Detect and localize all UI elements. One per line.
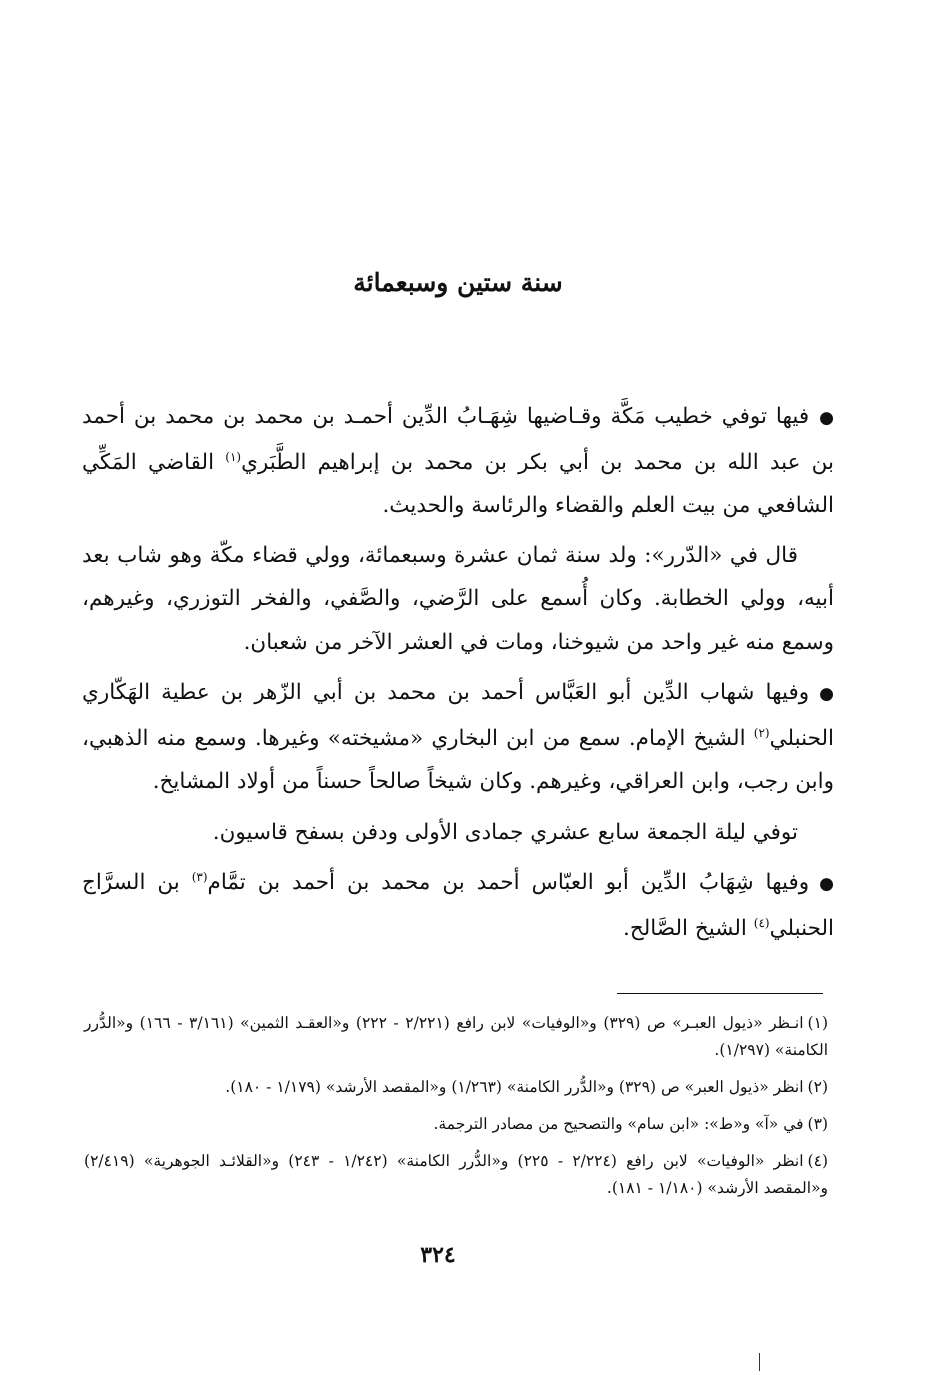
paragraph-text-tail: الشيخ الصَّالح. <box>623 915 754 941</box>
footnote-ref: (١) <box>225 449 242 464</box>
footnote-number: (٢) <box>807 1078 828 1096</box>
footnote-text: انظر «الوفيات» لابن رافع (٢/٢٢٤ - ٢٢٥) و«الدُّرر الكامنة» (١/٢٤٢ - ٢٤٣) و«القلائـد الجوهرية» (٢/٤١٩) و«المقصد الأرشد» (١/١٨٠ - ١٨١). <box>84 1152 828 1197</box>
footnote-3 <box>84 1111 828 1138</box>
paragraph-text-tail: بن السرَّاج الحنبلي <box>82 870 834 941</box>
footnote-text: انـظر «ذيول العبـر» ص (٣٢٩) و«الوفيات» لابن رافع (٢/٢٢١ - ٢٢٢) و«العقـد الثمين» (٣/١٦١ - ١٦٦) و«الدُّرر الكامنة» (١/٢٩٧). <box>84 1014 828 1059</box>
paragraph-text: وفيها شِهَابُ الدِّين أبو العبّاس أحمد بن محمد بن أحمد بن تمَّام <box>207 870 810 895</box>
main-text <box>82 395 834 957</box>
paragraph-text: توفي ليلة الجمعة سابع عشري جمادى الأولى ودفن بسفح قاسيون. <box>212 819 798 845</box>
paragraph-text-tail: الشيخ الإمام. سمع من ابن البخاري «مشيخته» وغيرها. وسمع منه الذهبي، وابن رجب، وابن العراقي، وغيرهم. وكان شيخاً صالحاً حسناً من أولاد المشايخ. <box>82 725 834 794</box>
footnote-text: انظر «ذيول العبر» ص (٣٢٩) و«الدُّرر الكامنة» (١/٢٦٣) و«المقصد الأرشد» (١/١٧٩ - ١٨٠). <box>225 1078 804 1096</box>
footnote-number: (٤) <box>807 1152 828 1170</box>
paragraph-5 <box>82 861 834 950</box>
footnote-ref: (٣) <box>191 869 208 884</box>
paragraph-2 <box>82 534 834 665</box>
paragraph-3 <box>82 671 834 804</box>
footnote-1 <box>84 1010 828 1064</box>
footnote-ref: (٤) <box>753 915 770 930</box>
paragraph-4 <box>82 811 834 855</box>
footnote-number: (٣) <box>807 1115 828 1133</box>
footnote-separator <box>617 993 823 994</box>
bullet-icon: ● <box>819 408 834 428</box>
paragraph-text: وفيها شهاب الدِّين أبو العَبَّاس أحمد بن محمد بن أبي الزّهر بن عطية الهَكّاري الحنبلي <box>82 680 834 751</box>
bullet-icon: ● <box>819 684 834 704</box>
crop-mark <box>759 1353 770 1371</box>
paragraph-1 <box>82 395 834 528</box>
chapter-heading: سنة ستين وسبعمائة <box>353 268 563 297</box>
footnote-number: (١) <box>807 1014 828 1032</box>
footnote-ref: (٢) <box>753 725 770 740</box>
paragraph-text: فيها توفي خطيب مَكَّة وقـاضيها شِهَـابُ الدِّين أحمـد بن محمد بن محمد بن أحمد بن عبد الله بن محمد بن أبي بكر بن محمد بن إبراهيم الطَّبَري <box>82 404 834 475</box>
footnotes <box>84 1010 828 1212</box>
footnote-text: في «آ» و«ط»: «ابن سام» والتصحيح من مصادر الترجمة. <box>433 1115 804 1133</box>
footnote-4 <box>84 1148 828 1202</box>
bullet-icon: ● <box>819 874 834 894</box>
paragraph-text-tail: القاضي المَكِّي الشافعي من بيت العلم والقضاء والرئاسة والحديث. <box>82 449 834 518</box>
footnote-2 <box>84 1074 828 1101</box>
paragraph-text: قال في «الدّرر»: ولد سنة ثمان عشرة وسبعمائة، وولي قضاء مكّة وهو شاب بعد أبيه، وولي الخطابة. وكان أُسمع على الرَّضي، والصَّفي، والفخر التوزري، وغيرهم، وسمع منه غير واحد من شيوخنا، ومات في العشر الآخر من شعبان. <box>82 542 834 655</box>
page-number: ٣٢٤ <box>420 1242 456 1268</box>
